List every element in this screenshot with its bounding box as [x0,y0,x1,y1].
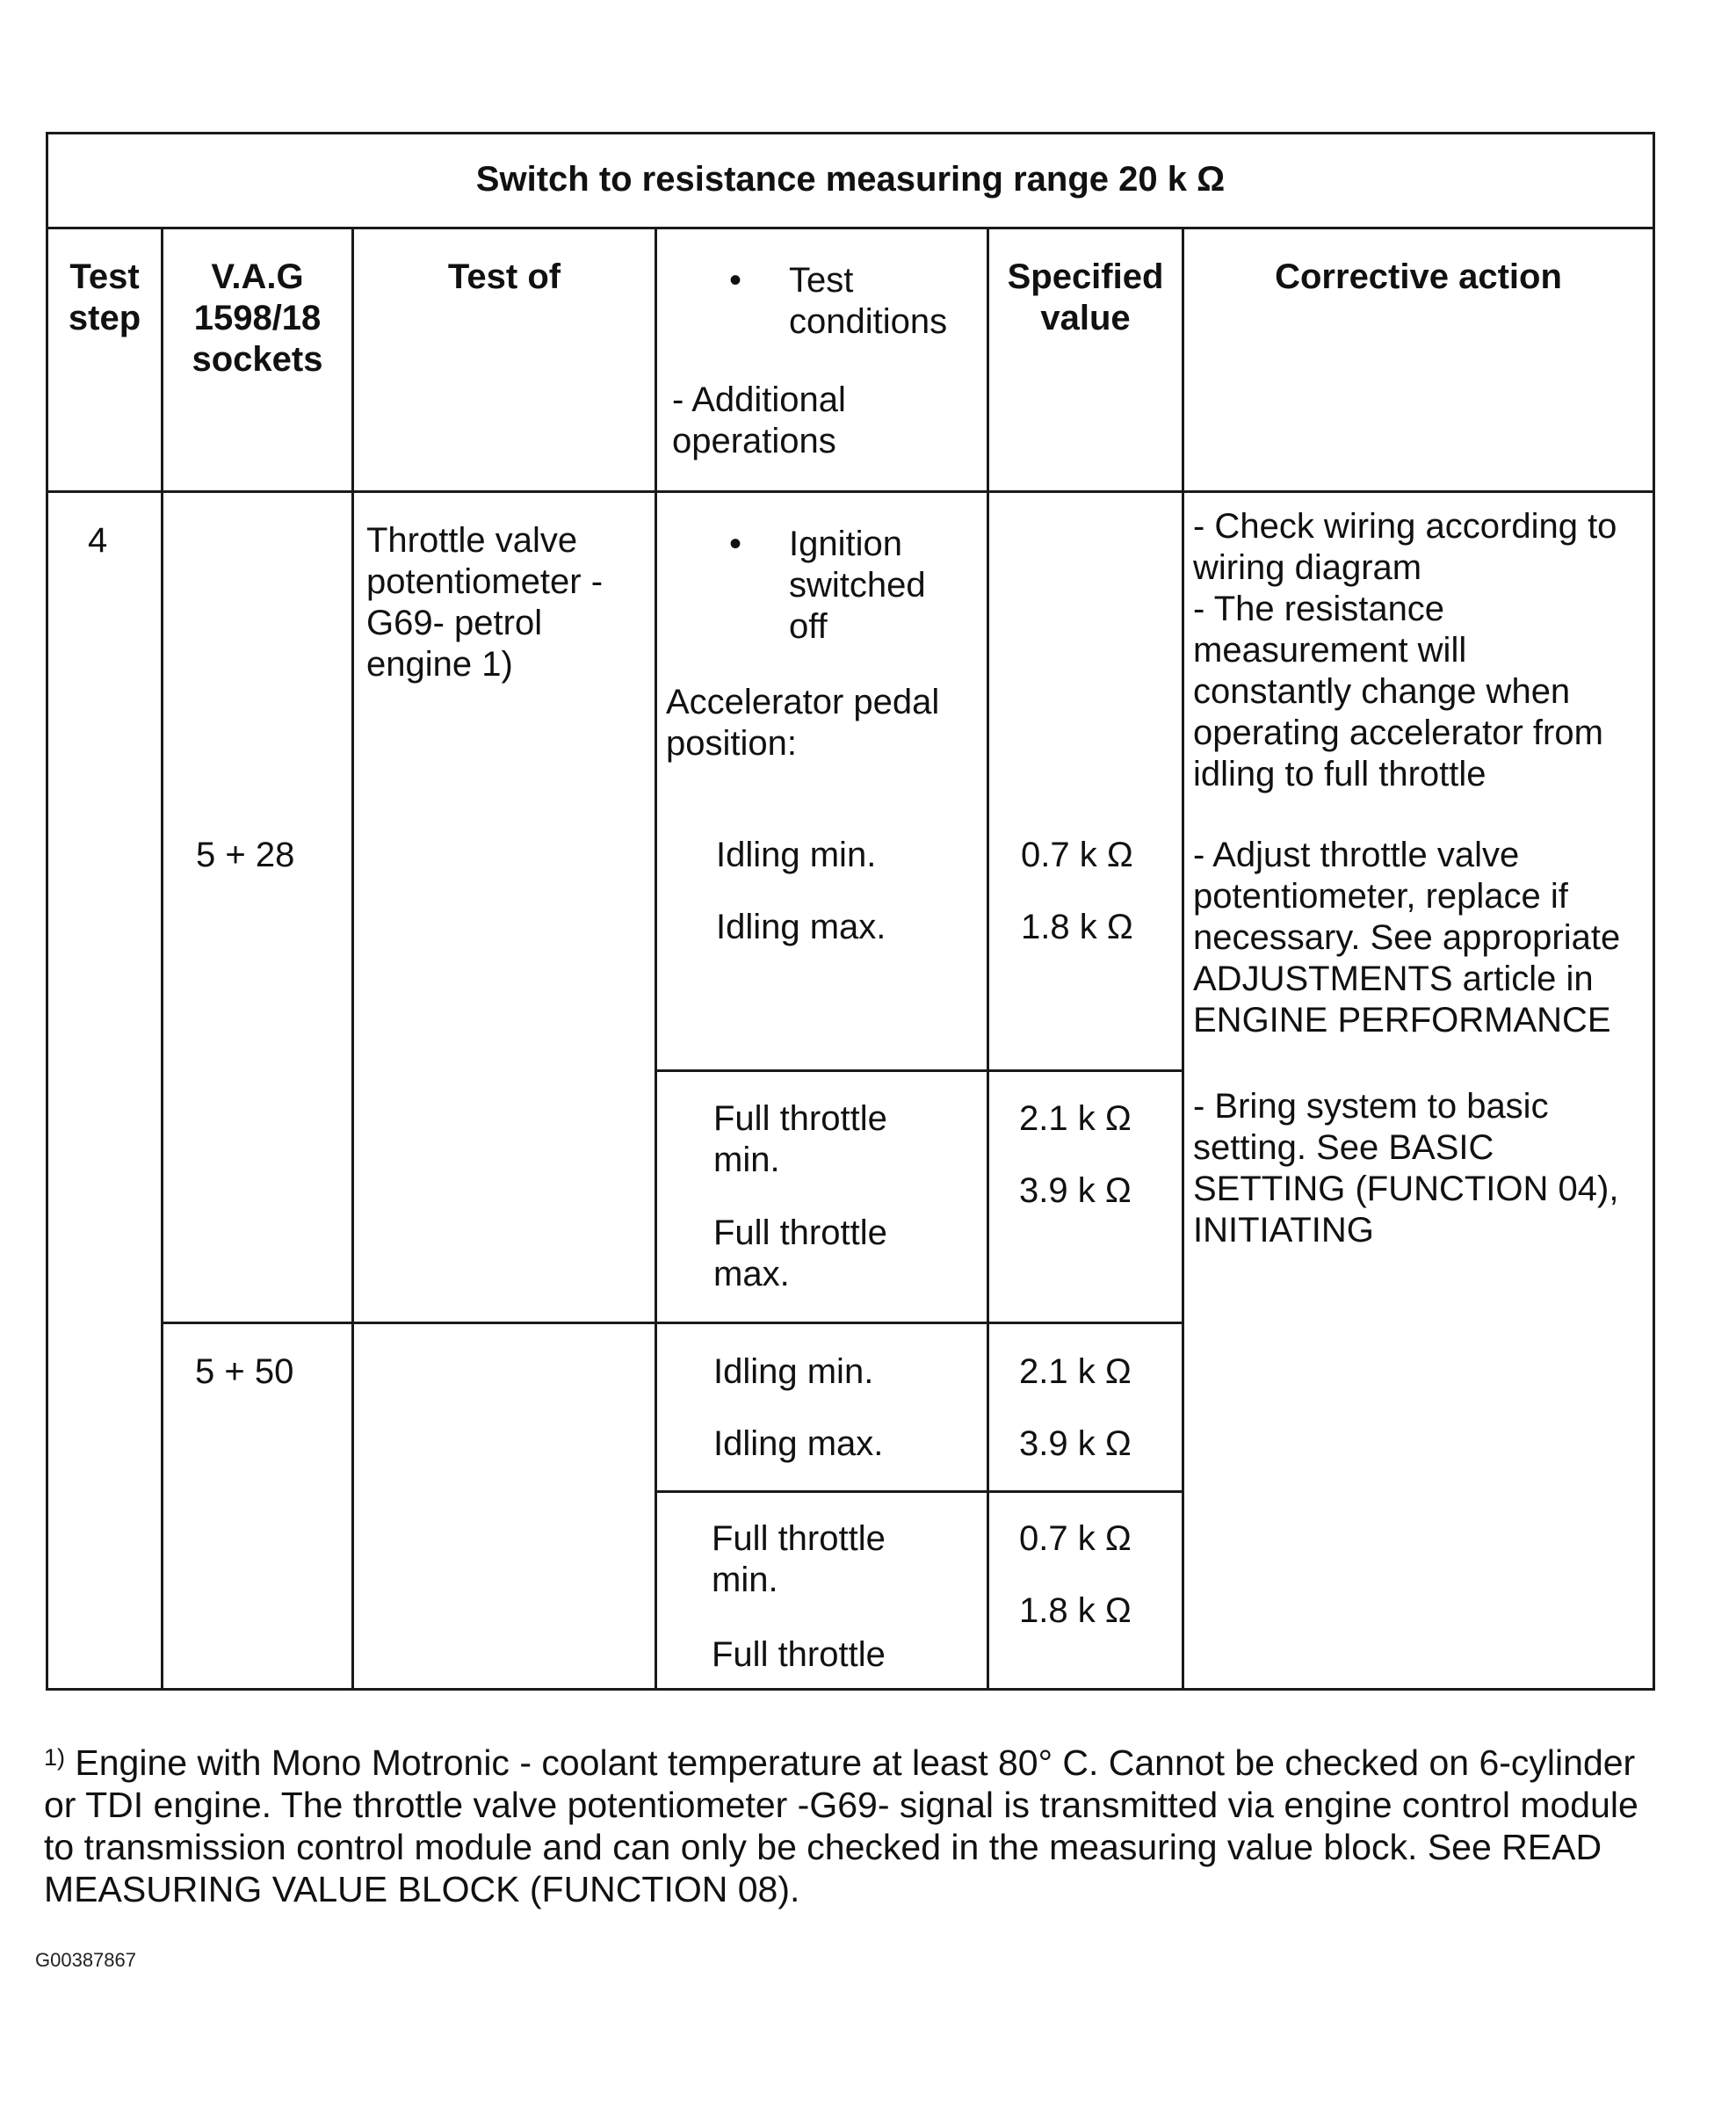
footnote [44,1742,1660,1910]
corrective-check-wiring: - Check wiring according to wiring diagram - The resistance measurement will constantly change when operating accelerator from idling to full throttle [1193,507,1617,793]
table-title: Switch to resistance measuring range 20 k Ω [475,160,1226,199]
bullet-icon: • [729,261,742,300]
corrective-basic-setting: - Bring system to basic setting. See BASIC SETTING (FUNCTION 04), INITIATING [1193,1087,1619,1250]
column-divider-5 [1182,227,1184,1691]
test-step-number: 4 [88,521,108,560]
corrective-adjust-potentiometer: - Adjust throttle valve potentiometer, replace if necessary. See appropriate ADJUSTMENTS article in ENGINE PERFORMANCE [1193,836,1621,1040]
group2-idle-max-value: 3.9 k Ω [1019,1424,1132,1463]
header-vag-sockets: V.A.G 1598/18 sockets [192,257,323,379]
group1-full-max-value: 3.9 k Ω [1019,1171,1132,1210]
group2-idle-max-label: Idling max. [713,1424,884,1463]
group2-full-max-label: Full throttle [712,1635,886,1674]
group1-full-throttle-divider [655,1069,1182,1072]
group1-sockets: 5 + 28 [196,836,295,874]
figure-id: G00387867 [35,1949,136,1971]
bullet-icon: • [729,525,742,563]
footnote-text: Engine with Mono Motronic - coolant temperature at least 80° C. Cannot be checked on 6-cylinder or TDI engine. The throttle valve potentiometer -G69- signal is transmitted via engine control module to transmission control module and can only be checked in the measuring value block. See READ MEASURING VALUE BLOCK (FUNCTION 08). [44,1742,1638,1909]
header-additional-operations: - Additional operations [672,380,846,460]
condition-accelerator-pedal: Accelerator pedal position: [666,683,940,763]
group2-idle-min-value: 2.1 k Ω [1019,1352,1132,1391]
group1-idle-min-value: 0.7 k Ω [1021,836,1133,874]
column-divider-2 [351,227,354,1691]
group1-full-min-value: 2.1 k Ω [1019,1099,1132,1138]
title-row-divider [46,227,1655,229]
column-divider-3 [655,227,657,1691]
group2-idle-min-label: Idling min. [713,1352,874,1391]
header-test-of: Test of [447,257,561,296]
column-divider-1 [161,227,163,1691]
header-specified-value: Specified value [1007,257,1164,337]
group1-full-max-label: Full throttle max. [713,1213,887,1293]
header-row-divider [46,490,1655,493]
group2-full-min-label: Full throttle min. [712,1519,886,1599]
group2-full-min-value: 0.7 k Ω [1019,1519,1132,1558]
group2-sockets: 5 + 50 [195,1352,294,1391]
group-divider [161,1322,1182,1324]
group1-idle-min-label: Idling min. [716,836,877,874]
condition-ignition-off: Ignition switched off [789,525,926,646]
group1-idle-max-label: Idling max. [716,908,886,946]
column-divider-4 [987,227,989,1691]
group1-idle-max-value: 1.8 k Ω [1021,908,1133,946]
test-of-description: Throttle valve potentiometer - G69- petrol engine 1) [366,521,604,684]
group1-full-min-label: Full throttle min. [713,1099,887,1179]
header-corrective-action: Corrective action [1275,257,1562,296]
footnote-marker: 1) [44,1744,66,1771]
group2-full-max-value: 1.8 k Ω [1019,1591,1132,1630]
group2-full-throttle-divider [655,1490,1182,1493]
header-test-conditions: Test conditions [789,261,948,341]
header-test-step: Test step [68,257,141,337]
